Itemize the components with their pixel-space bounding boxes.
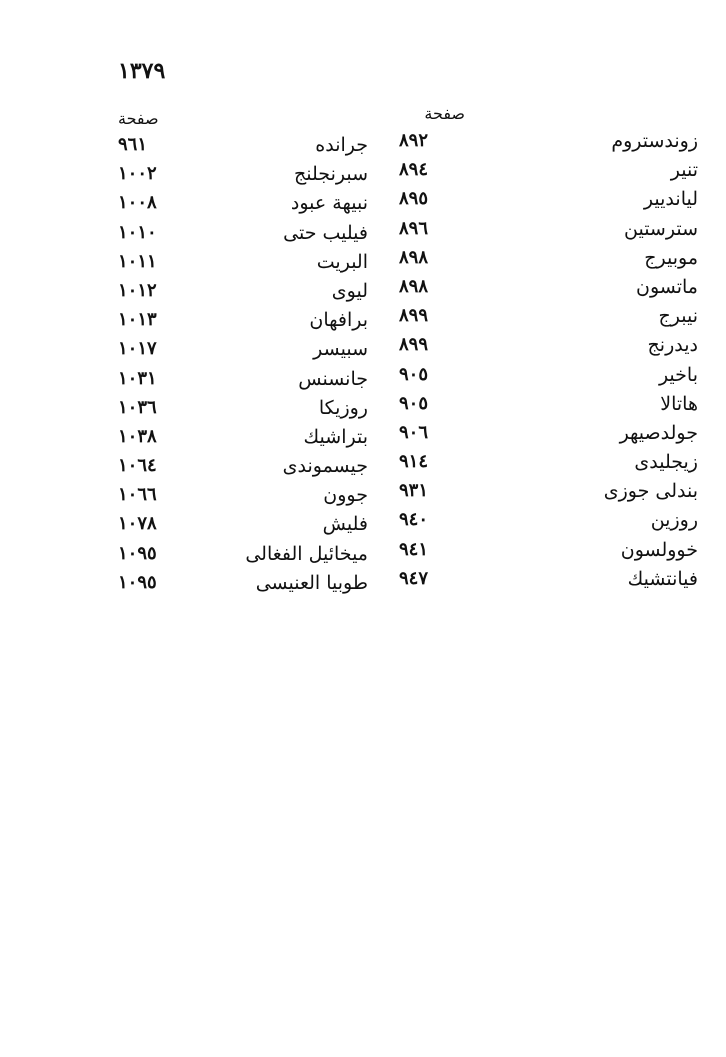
entry-page-number: ٩٤١ <box>398 538 428 560</box>
entry-name: برافهان <box>309 309 368 332</box>
entry-name: جرانده <box>315 134 368 156</box>
index-entry <box>368 334 698 363</box>
entry-name: فليش <box>322 513 368 536</box>
entry-page-number: ٨٩٨ <box>398 275 428 297</box>
entry-name: زيجليدى <box>634 451 698 474</box>
entry-page-number: ١٠٧٨ <box>118 513 157 535</box>
entry-name: موبيرج <box>644 246 698 269</box>
index-entry <box>368 364 698 393</box>
entry-name: جانسنس <box>298 367 368 390</box>
entry-name: بتراشيك <box>303 425 368 448</box>
index-entry <box>118 134 368 163</box>
entry-page-number: ١٠٣٦ <box>118 396 157 418</box>
index-entry <box>368 509 698 538</box>
index-entry <box>118 368 368 397</box>
left-index-column <box>118 134 368 601</box>
entry-page-number: ٩٠٥ <box>398 392 428 414</box>
entry-name: روزيكا <box>318 396 368 419</box>
index-entry <box>368 568 698 597</box>
entry-page-number: ١٠٩٥ <box>118 542 157 564</box>
index-entry <box>368 539 698 568</box>
entry-page-number: ١٠٣٨ <box>118 425 157 447</box>
entry-name: ديدرنج <box>647 334 698 357</box>
index-entry <box>368 159 698 188</box>
index-entry <box>118 426 368 455</box>
entry-name: طوبيا العنيسى <box>255 571 368 594</box>
entry-page-number: ٩٤٧ <box>398 567 428 589</box>
entry-name: تنير <box>670 159 698 182</box>
entry-name: نبيهة عبود <box>290 192 368 215</box>
entry-name: باخير <box>658 363 698 386</box>
entry-page-number: ٨٩٤ <box>398 159 428 181</box>
entry-name: فيليب حتى <box>283 221 368 244</box>
right-index-column <box>368 130 698 597</box>
index-entry <box>368 247 698 276</box>
index-entry <box>118 397 368 426</box>
entry-name: روزين <box>650 509 698 532</box>
index-entry <box>118 251 368 280</box>
index-entry <box>118 572 368 601</box>
entry-page-number: ١٠٠٨ <box>118 192 157 214</box>
entry-name: نيبرج <box>658 305 698 328</box>
entry-name: ليوى <box>331 279 368 302</box>
entry-page-number: ١٠٦٦ <box>118 484 157 506</box>
entry-page-number: ١٠٩٥ <box>118 571 157 593</box>
entry-page-number: ١٠١٢ <box>118 279 157 301</box>
index-entry <box>118 338 368 367</box>
entry-page-number: ١٠١٣ <box>118 309 157 331</box>
entry-page-number: ٩٠٦ <box>398 421 428 443</box>
entry-name: سبيسر <box>313 338 368 361</box>
entry-name: جوون <box>323 484 368 507</box>
entry-page-number: ٩٦١ <box>118 134 148 155</box>
index-entry <box>368 130 698 159</box>
index-entry <box>118 543 368 572</box>
left-column-page-header: صفحة <box>118 109 159 128</box>
entry-name: زوندستروم <box>611 130 698 152</box>
index-entry <box>368 188 698 217</box>
entry-name: ميخائيل الفغالى <box>245 542 368 565</box>
entry-page-number: ١٠٠٢ <box>118 163 157 185</box>
entry-name: سترستين <box>624 217 698 240</box>
index-entry <box>368 422 698 451</box>
entry-page-number: ٨٩٨ <box>398 246 428 268</box>
entry-page-number: ٩١٤ <box>398 451 428 473</box>
entry-page-number: ٨٩٥ <box>398 188 428 210</box>
right-column-page-header: صفحة <box>424 104 465 123</box>
index-entry <box>368 451 698 480</box>
entry-page-number: ٩٤٠ <box>398 509 428 531</box>
entry-page-number: ٨٩٩ <box>398 305 428 327</box>
entry-name: خوولسون <box>620 538 698 561</box>
entry-page-number: ٨٩٢ <box>398 130 428 151</box>
index-entry <box>368 218 698 247</box>
entry-name: البريت <box>316 250 368 273</box>
page-number: ١٣٧٩ <box>118 58 166 84</box>
entry-name: بندلى جوزى <box>603 480 698 503</box>
entry-page-number: ١٠٦٤ <box>118 455 157 477</box>
index-entry <box>118 484 368 513</box>
entry-name: ماتسون <box>636 275 698 298</box>
index-entry <box>118 222 368 251</box>
entry-page-number: ٩٣١ <box>398 480 428 502</box>
entry-page-number: ٨٩٦ <box>398 217 428 239</box>
entry-page-number: ٨٩٩ <box>398 334 428 356</box>
entry-name: جيسموندى <box>282 455 368 478</box>
index-entry <box>118 455 368 484</box>
index-entry <box>368 393 698 422</box>
entry-name: هاتالا <box>660 392 698 415</box>
index-entry <box>368 276 698 305</box>
entry-page-number: ١٠١٠ <box>118 221 157 243</box>
entry-page-number: ١٠٣١ <box>118 367 157 389</box>
entry-page-number: ١٠١١ <box>118 250 157 272</box>
entry-page-number: ١٠١٧ <box>118 338 157 360</box>
index-entry <box>368 480 698 509</box>
index-entry <box>118 513 368 542</box>
entry-name: ليانديير <box>643 188 698 211</box>
index-entry <box>118 163 368 192</box>
entry-name: فيانتشيك <box>627 567 698 590</box>
entry-page-number: ٩٠٥ <box>398 363 428 385</box>
index-entry <box>118 309 368 338</box>
entry-name: سبرنجلنج <box>294 163 368 186</box>
entry-name: جولدصيهر <box>619 421 698 444</box>
index-entry <box>118 280 368 309</box>
index-entry <box>118 192 368 221</box>
index-entry <box>368 305 698 334</box>
